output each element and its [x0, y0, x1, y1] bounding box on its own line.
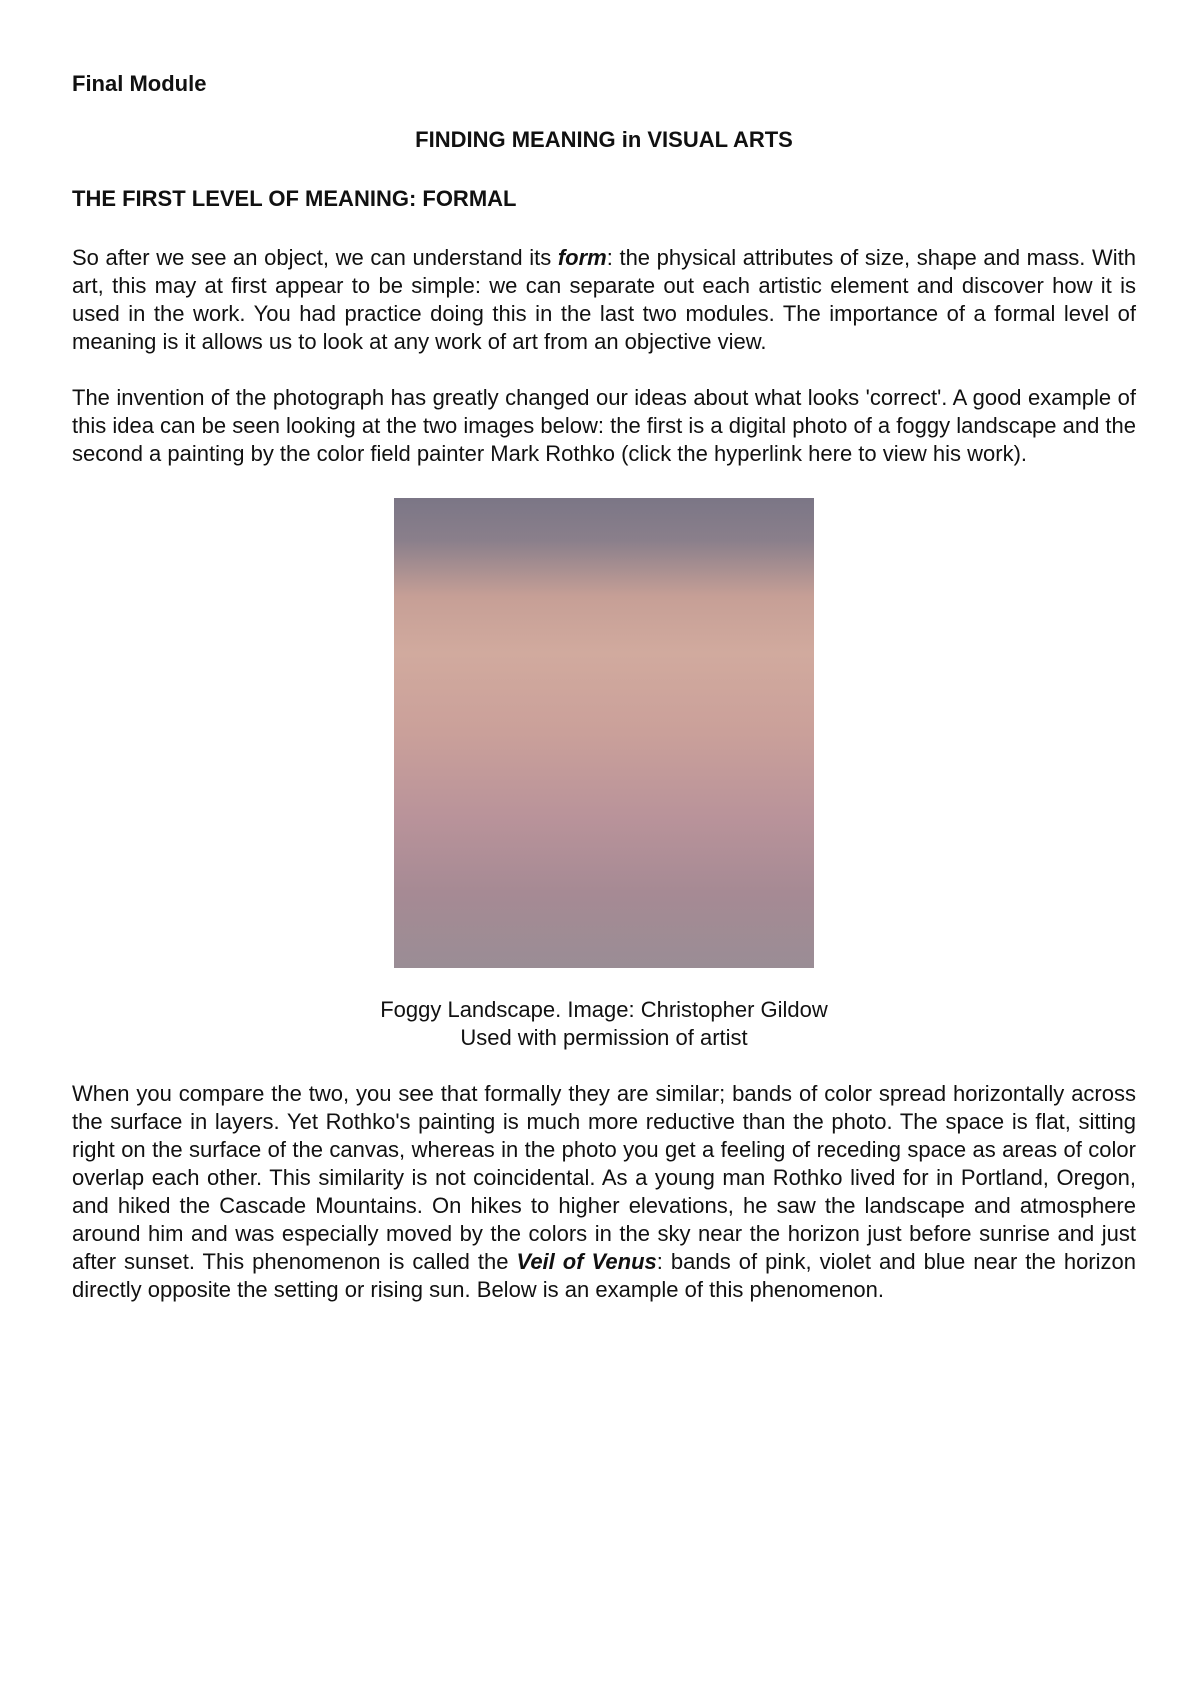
paragraph-comparison-text-before: When you compare the two, you see that formally they are similar; bands of color spread horizontally across the surface in layers. Yet Rothko's painting is much more reductive than the photo. The space is flat, sitting right on the surface of the canvas, whereas in the photo you get a feeling of receding space as areas of color overlap each other. This similarity is not coincidental. As a young man Rothko lived for in Portland, Oregon, and hiked the Cascade Mountains. On hikes to higher elevations, he saw the landscape and atmosphere around him and was especially moved by the colors in the sky near the horizon just before sunrise and just after sunset. This phenomenon is called the	[72, 1081, 1136, 1274]
figure-foggy-landscape	[72, 498, 1136, 1052]
paragraph-form-text-after: : the physical attributes of size, shape and mass. With art, this may at first appear to be simple: we can separate out each artistic element and discover how it is used in the work. You had practice doing this in the last two modules. The importance of a formal level of meaning is it allows us to look at any work of art from an objective view.	[72, 245, 1136, 354]
paragraph-comparison-text-after: : bands of pink, violet and blue near the horizon directly opposite the setting or rising sun. Below is an example of this phenomenon.	[72, 1249, 1136, 1302]
document-page	[72, 70, 1136, 1304]
paragraph-comparison	[72, 1080, 1136, 1304]
paragraph-photograph: The invention of the photograph has greatly changed our ideas about what looks 'correct'. A good example of this idea can be seen looking at the two images below: the first is a digital photo of a foggy landscape and the second a painting by the color field painter Mark Rothko (click the hyperlink here to view his work).	[72, 385, 1137, 466]
figure-caption-credit: Used with permission of artist	[460, 1025, 748, 1050]
foggy-landscape-photo	[394, 498, 814, 968]
module-label: Final Module	[72, 71, 207, 96]
paragraph-form-text-before: So after we see an object, we can understand its	[72, 245, 558, 270]
figure-caption-title: Foggy Landscape. Image: Christopher Gildow	[380, 997, 828, 1022]
term-veil-of-venus: Veil of Venus	[516, 1249, 657, 1274]
term-form: form	[557, 245, 607, 270]
paragraph-form	[72, 244, 1136, 356]
document-title: FINDING MEANING in VISUAL ARTS	[415, 127, 793, 152]
section-heading: THE FIRST LEVEL OF MEANING: FORMAL	[72, 186, 517, 211]
